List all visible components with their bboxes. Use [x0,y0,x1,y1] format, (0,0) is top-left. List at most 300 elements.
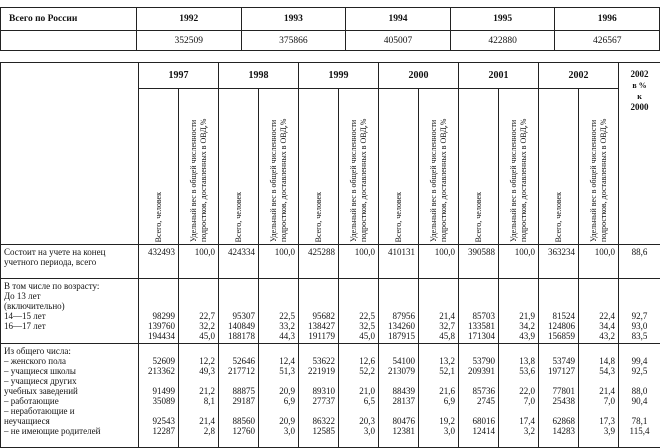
cell-value [422,346,455,356]
cell-value: 100,0 [262,247,295,257]
data-cell [459,245,499,279]
cell-value: 52609 [142,356,175,366]
cell-value: 83,5 [622,331,657,341]
data-cell [619,344,660,448]
cell-value: 78,1 [622,416,657,426]
table-body [1,245,660,448]
sub-header-total [379,89,419,245]
cell-value: 213362 [142,366,175,376]
cell-value: 77801 [542,386,575,396]
cell-value: 12760 [222,426,255,436]
cell-value [142,281,175,291]
cell-value [422,291,455,301]
cell-value: 3,9 [582,426,615,436]
cell-value [182,346,215,356]
cell-value: 188178 [222,331,255,341]
cell-value: 88560 [222,416,255,426]
data-cell [299,279,339,344]
cell-value [382,281,415,291]
cell-value [502,376,535,386]
percent-header-line: 2002 [619,69,660,80]
cell-value [342,376,375,386]
cell-value: 12381 [382,426,415,436]
cell-value: 3,0 [342,426,375,436]
data-cell [539,279,579,344]
cell-value: 14,8 [582,356,615,366]
cell-value: 52646 [222,356,255,366]
cell-value [582,346,615,356]
sub-header-share [339,89,379,245]
cell-value [422,301,455,311]
data-cell [379,344,419,448]
cell-value [542,281,575,291]
cell-value [542,346,575,356]
sub-header-total [219,89,259,245]
cell-value: 134260 [382,321,415,331]
cell-value: 53790 [462,356,495,366]
cell-value: 3,0 [262,426,295,436]
sub-header-share-text: Удельный вес в общей численности подростков, доставленных в ОВД,% [429,90,449,244]
cell-value: 95307 [222,311,255,321]
data-cell [499,344,539,448]
cell-value: 22,0 [502,386,535,396]
data-cell [619,245,660,279]
sub-header-total-text: Всего, человек [474,190,484,244]
year-header: 2002 [539,63,619,89]
cell-value: 100,0 [502,247,535,257]
cell-value [422,281,455,291]
cell-value [342,281,375,291]
cell-value: 20,9 [262,416,295,426]
row-label-line: (включительно) [4,301,135,311]
cell-value: 21,2 [182,386,215,396]
cell-value: 49,3 [182,366,215,376]
cell-value: 17,3 [582,416,615,426]
sub-header-share-text: Удельный вес в общей численности подростков, доставленных в ОВД,% [189,90,209,244]
cell-value [302,281,335,291]
cell-value [382,301,415,311]
totals-year: 1996 [555,8,660,31]
row-label [1,279,139,344]
yearly-totals-table [0,7,660,51]
cell-value: 32,7 [422,321,455,331]
cell-value [302,406,335,416]
cell-value: 20,9 [262,386,295,396]
data-cell [339,245,379,279]
row-label-line: 16—17 лет [4,321,135,331]
cell-value [262,281,295,291]
data-cell [219,245,259,279]
row-label-line: – учащиеся школы [4,366,135,376]
cell-value: 100,0 [422,247,455,257]
cell-value: 12,4 [262,356,295,366]
sub-header-total-text: Всего, человек [554,190,564,244]
sub-header-share [579,89,619,245]
cell-value: 22,4 [582,311,615,321]
cell-value: 191179 [302,331,335,341]
cell-value: 54,3 [582,366,615,376]
data-cell [179,344,219,448]
cell-value [142,346,175,356]
cell-value: 209391 [462,366,495,376]
cell-value: 35089 [142,396,175,406]
juvenile-registry-table [0,62,660,448]
cell-value: 92543 [142,416,175,426]
cell-value [182,301,215,311]
cell-value: 45,8 [422,331,455,341]
percent-header-line: 2000 [619,102,660,113]
data-cell [179,245,219,279]
row-label [1,245,139,279]
data-cell [219,279,259,344]
cell-value: 32,2 [182,321,215,331]
data-cell [499,245,539,279]
cell-value: 115,4 [622,426,657,436]
cell-value [542,291,575,301]
cell-value: 89310 [302,386,335,396]
percent-header-line: к [619,91,660,102]
cell-value [222,346,255,356]
sub-header-share-text: Удельный вес в общей численности подростков, доставленных в ОВД,% [589,90,609,244]
cell-value [222,376,255,386]
sub-header-share-text: Удельный вес в общей численности подростков, доставленных в ОВД,% [509,90,529,244]
data-cell [259,344,299,448]
data-cell [379,245,419,279]
data-cell [419,344,459,448]
cell-value [382,406,415,416]
cell-value [182,281,215,291]
cell-value [462,406,495,416]
cell-value [222,301,255,311]
cell-value: 99,4 [622,356,657,366]
cell-value [542,301,575,311]
cell-value: 7,0 [582,396,615,406]
totals-value: 426567 [555,31,660,51]
cell-value: 21,9 [502,311,535,321]
cell-value [382,291,415,301]
cell-value: 92,5 [622,366,657,376]
table-row [1,245,660,279]
cell-value: 100,0 [582,247,615,257]
totals-year: 1993 [241,8,346,31]
cell-value: 43,9 [502,331,535,341]
row-label-line: – женского пола [4,356,135,366]
cell-value: 52,2 [342,366,375,376]
totals-year: 1995 [450,8,555,31]
cell-value [462,281,495,291]
cell-value: 410131 [382,247,415,257]
cell-value: 194434 [142,331,175,341]
cell-value [382,346,415,356]
year-header: 1999 [299,63,379,89]
cell-value: 91499 [142,386,175,396]
data-cell [459,279,499,344]
cell-value [422,376,455,386]
sub-header-total [539,89,579,245]
totals-year: 1994 [346,8,451,31]
cell-value: 6,9 [422,396,455,406]
sub-header-share-text: Удельный вес в общей численности подростков, доставленных в ОВД,% [269,90,289,244]
cell-value [262,291,295,301]
cell-value [142,301,175,311]
cell-value: 21,4 [582,386,615,396]
cell-value: 217712 [222,366,255,376]
cell-value [422,406,455,416]
data-cell [579,245,619,279]
cell-value: 21,4 [182,416,215,426]
cell-value: 88,6 [622,247,657,257]
sub-header-total-text: Всего, человек [234,190,244,244]
cell-value [142,406,175,416]
percent-of-2000-header [619,63,660,245]
cell-value: 90,4 [622,396,657,406]
cell-value [542,376,575,386]
cell-value: 221919 [302,366,335,376]
cell-value [622,376,657,386]
cell-value: 425288 [302,247,335,257]
cell-value [302,376,335,386]
cell-value: 6,9 [262,396,295,406]
data-cell [299,245,339,279]
cell-value [582,376,615,386]
data-cell [539,344,579,448]
cell-value: 14283 [542,426,575,436]
cell-value [582,291,615,301]
data-cell [179,279,219,344]
data-cell [579,279,619,344]
cell-value: 13,8 [502,356,535,366]
cell-value [622,301,657,311]
row-label-line: неучащиеся [4,416,135,426]
cell-value: 62868 [542,416,575,426]
cell-value: 21,0 [342,386,375,396]
data-cell [139,279,179,344]
cell-value: 12,2 [182,356,215,366]
totals-empty-cell [1,31,137,51]
cell-value [502,406,535,416]
sub-header-total [299,89,339,245]
cell-value [182,291,215,301]
table-row [1,279,660,344]
cell-value: 213079 [382,366,415,376]
table-row [1,344,660,448]
cell-value: 124806 [542,321,575,331]
cell-value: 424334 [222,247,255,257]
cell-value: 81524 [542,311,575,321]
year-header: 1997 [139,63,219,89]
cell-value: 88,0 [622,386,657,396]
sub-header-share [179,89,219,245]
cell-value: 51,3 [262,366,295,376]
cell-value: 53,6 [502,366,535,376]
cell-value [262,301,295,311]
data-cell [379,279,419,344]
cell-value [142,376,175,386]
totals-header-row [1,8,660,31]
cell-value [542,406,575,416]
row-label-line: До 13 лет [4,291,135,301]
cell-value [502,291,535,301]
cell-value [222,291,255,301]
cell-value: 27737 [302,396,335,406]
cell-value: 171304 [462,331,495,341]
cell-value [502,346,535,356]
cell-value [342,406,375,416]
year-header: 2001 [459,63,539,89]
cell-value [582,301,615,311]
cell-value: 2745 [462,396,495,406]
cell-value [582,406,615,416]
cell-value: 100,0 [182,247,215,257]
row-label-line: учетного периода, всего [4,257,135,267]
cell-value: 45,0 [342,331,375,341]
data-cell [339,279,379,344]
cell-value: 85703 [462,311,495,321]
cell-value: 34,2 [502,321,535,331]
data-cell [539,245,579,279]
sub-header-total-text: Всего, человек [394,190,404,244]
data-cell [259,279,299,344]
totals-value: 405007 [346,31,451,51]
cell-value: 43,2 [582,331,615,341]
cell-value: 13,2 [422,356,455,366]
cell-value [382,376,415,386]
cell-value: 432493 [142,247,175,257]
cell-value: 88875 [222,386,255,396]
cell-value: 29187 [222,396,255,406]
year-header-row [1,63,660,89]
row-label [1,344,139,448]
cell-value [622,281,657,291]
cell-value: 53749 [542,356,575,366]
data-cell [459,344,499,448]
cell-value: 2,8 [182,426,215,436]
cell-value [342,346,375,356]
data-cell [339,344,379,448]
cell-value [622,406,657,416]
totals-year: 1992 [137,8,242,31]
cell-value: 68016 [462,416,495,426]
data-cell [499,279,539,344]
cell-value: 3,0 [422,426,455,436]
cell-value: 12,6 [342,356,375,366]
cell-value [262,376,295,386]
cell-value: 22,5 [262,311,295,321]
cell-value: 139760 [142,321,175,331]
cell-value [622,346,657,356]
totals-value-row [1,31,660,51]
cell-value [302,291,335,301]
year-header: 2000 [379,63,459,89]
cell-value: 12414 [462,426,495,436]
cell-value [262,406,295,416]
cell-value: 88439 [382,386,415,396]
cell-value: 86322 [302,416,335,426]
cell-value [342,291,375,301]
cell-value: 197127 [542,366,575,376]
row-label-line: В том числе по возрасту: [4,281,135,291]
row-label-line: 14—15 лет [4,311,135,321]
cell-value: 140849 [222,321,255,331]
data-cell [139,344,179,448]
cell-value: 133581 [462,321,495,331]
cell-value: 390588 [462,247,495,257]
cell-value: 80476 [382,416,415,426]
cell-value: 32,5 [342,321,375,331]
totals-value: 375866 [241,31,346,51]
cell-value: 98299 [142,311,175,321]
cell-value [262,346,295,356]
cell-value: 54100 [382,356,415,366]
data-cell [579,344,619,448]
cell-value [462,346,495,356]
cell-value [502,281,535,291]
cell-value: 19,2 [422,416,455,426]
cell-value [462,376,495,386]
cell-value: 363234 [542,247,575,257]
sub-header-total [139,89,179,245]
cell-value: 85736 [462,386,495,396]
row-label-line: – неработающие и [4,406,135,416]
cell-value [622,291,657,301]
sub-header-share [499,89,539,245]
totals-value: 422880 [450,31,555,51]
cell-value [142,291,175,301]
cell-value: 156859 [542,331,575,341]
cell-value: 100,0 [342,247,375,257]
cell-value: 44,3 [262,331,295,341]
cell-value: 22,7 [182,311,215,321]
row-label-header [1,63,139,245]
totals-value: 352509 [137,31,242,51]
cell-value: 187915 [382,331,415,341]
cell-value: 28137 [382,396,415,406]
cell-value [342,301,375,311]
cell-value: 95682 [302,311,335,321]
cell-value: 21,6 [422,386,455,396]
cell-value [302,346,335,356]
cell-value: 7,0 [502,396,535,406]
row-label-line: учебных заведений [4,386,135,396]
cell-value: 34,4 [582,321,615,331]
sub-header-share-text: Удельный вес в общей численности подростков, доставленных в ОВД,% [349,90,369,244]
cell-value: 6,5 [342,396,375,406]
totals-row-label: Всего по России [1,8,137,31]
cell-value: 93,0 [622,321,657,331]
cell-value [582,281,615,291]
sub-header-share [259,89,299,245]
cell-value: 52,1 [422,366,455,376]
data-cell [419,279,459,344]
cell-value: 33,2 [262,321,295,331]
sub-header-total-text: Всего, человек [314,190,324,244]
sub-header-total [459,89,499,245]
cell-value: 92,7 [622,311,657,321]
data-cell [299,344,339,448]
cell-value [182,406,215,416]
cell-value: 22,5 [342,311,375,321]
row-label-line: Из общего числа: [4,346,135,356]
cell-value: 21,4 [422,311,455,321]
row-label-line: – не имеющие родителей [4,426,135,436]
cell-value: 12585 [302,426,335,436]
cell-value [462,291,495,301]
sub-header-share [419,89,459,245]
cell-value [222,281,255,291]
data-cell [139,245,179,279]
row-label-line: Состоит на учете на конец [4,247,135,257]
data-cell [259,245,299,279]
